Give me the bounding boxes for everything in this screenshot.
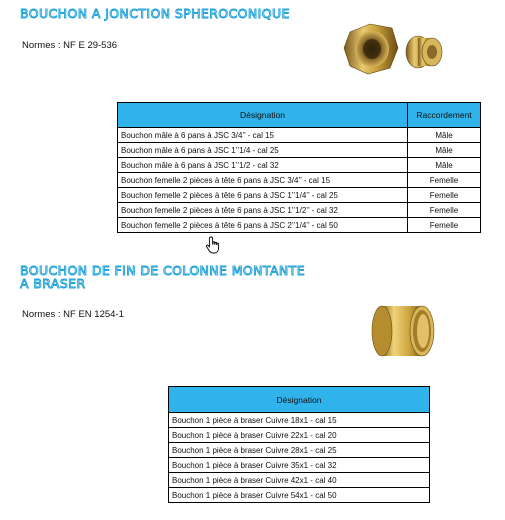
cell-designation: Bouchon mâle à 6 pans à JSC 1’’1/4 - cal 25: [118, 143, 408, 158]
table-row: [118, 203, 481, 218]
header-designation: Désignation: [169, 387, 430, 413]
cell-designation: Bouchon mâle à 6 pans à JSC 3/4’’ - cal 15: [118, 128, 408, 143]
table-row: [169, 458, 430, 473]
section-title-line1: BOUCHON DE FIN DE COLONNE MONTANTE: [20, 263, 305, 278]
table-row: [169, 473, 430, 488]
table-spheroconique: [117, 102, 481, 233]
hand-pointer-icon: [205, 236, 221, 254]
section-title-line2: A BRASER: [20, 276, 86, 291]
table-header-row: [118, 103, 481, 128]
table-row: [118, 173, 481, 188]
table-row: [118, 128, 481, 143]
cell-designation: Bouchon 1 pièce à braser Cuivre 28x1 - cal 25: [169, 443, 430, 458]
cell-designation: Bouchon femelle 2 pièces à tête 6 pans à JSC 1’’1/4’’ - cal 25: [118, 188, 408, 203]
section-title-spheroconique: BOUCHON A JONCTION SPHEROCONIQUE: [20, 6, 290, 21]
table-row: [169, 488, 430, 503]
cell-designation: Bouchon 1 pièce à braser Cuivre 18x1 - cal 15: [169, 413, 430, 428]
table-row: [118, 218, 481, 233]
cell-designation: Bouchon 1 pièce à braser Cuivre 42x1 - cal 40: [169, 473, 430, 488]
cell-designation: Bouchon femelle 2 pièces à tête 6 pans à JSC 2’’1/4’’ - cal 50: [118, 218, 408, 233]
normes-label: Normes : NF E 29-536: [22, 40, 118, 51]
normes-label: Normes : NF EN 1254-1: [22, 309, 124, 320]
table-row: [169, 413, 430, 428]
cell-raccordement: Femelle: [408, 188, 481, 203]
cell-raccordement: Mâle: [408, 143, 481, 158]
table-row: [118, 158, 481, 173]
cell-raccordement: Mâle: [408, 158, 481, 173]
cell-designation: Bouchon 1 pièce à braser Cuivre 22x1 - cal 20: [169, 428, 430, 443]
table-row: [118, 188, 481, 203]
cell-raccordement: Mâle: [408, 128, 481, 143]
cell-raccordement: Femelle: [408, 203, 481, 218]
table-row: [169, 428, 430, 443]
table-colonne-montante: [168, 386, 430, 503]
header-raccordement: Raccordement: [408, 103, 481, 128]
cell-raccordement: Femelle: [408, 218, 481, 233]
brass-fitting-icon: [340, 20, 448, 78]
section-title-colonne-montante: [20, 264, 305, 290]
cell-designation: Bouchon femelle 2 pièces à tête 6 pans à JSC 3/4’’ - cal 15: [118, 173, 408, 188]
header-designation: Désignation: [118, 103, 408, 128]
table-row: [118, 143, 481, 158]
cell-designation: Bouchon 1 pièce à braser Cuivre 35x1 - cal 32: [169, 458, 430, 473]
cell-raccordement: Femelle: [408, 173, 481, 188]
cell-designation: Bouchon femelle 2 pièces à tête 6 pans à JSC 1’’1/2’’ - cal 32: [118, 203, 408, 218]
table-row: [169, 443, 430, 458]
brass-cap-icon: [368, 300, 436, 362]
cell-designation: Bouchon 1 pièce à braser Cuivre 54x1 - cal 50: [169, 488, 430, 503]
cell-designation: Bouchon mâle à 6 pans à JSC 1’’1/2 - cal 32: [118, 158, 408, 173]
table-header-row: [169, 387, 430, 413]
